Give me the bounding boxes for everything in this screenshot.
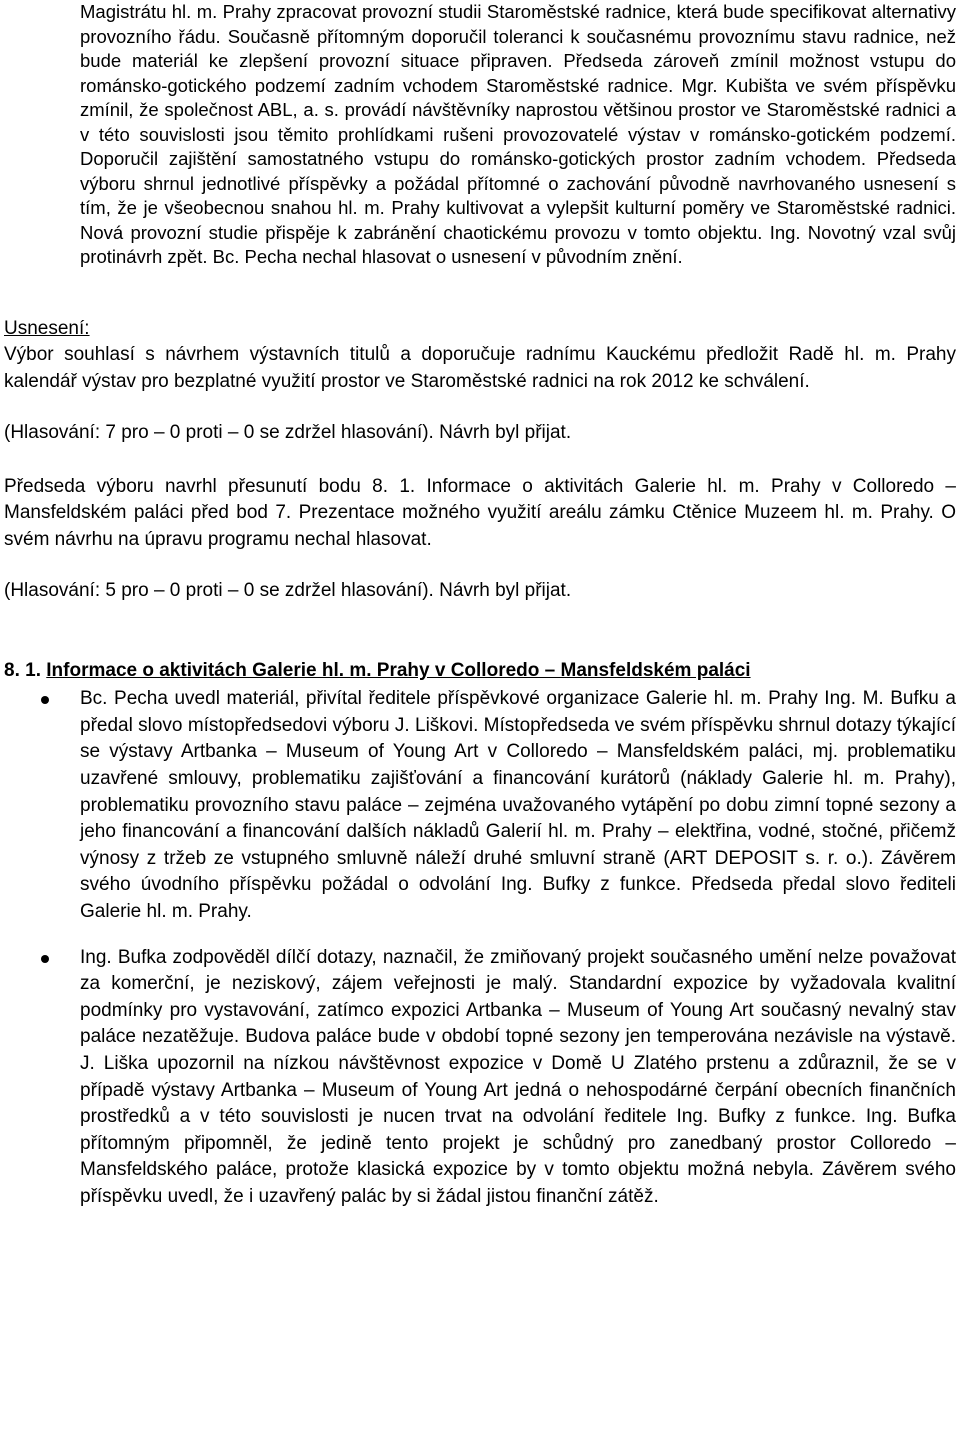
section-title: Informace o aktivitách Galerie hl. m. Prahy v Colloredo – Mansfeldském paláci: [46, 660, 751, 682]
vote-result-2: (Hlasování: 5 pro – 0 proti – 0 se zdržel hlasování). Návrh byl přijat.: [4, 579, 572, 601]
bullet-icon: [41, 955, 49, 963]
chair-proposal-paragraph: Předseda výboru navrhl přesunutí bodu 8. 1. Informace o aktivitách Galerie hl. m. Prahy v Colloredo – Mansfeldském paláci před bod 7. Prezentace možného využití areálu zámku Ctěnice Muzeem hl. m. Prahy. O svém návrhu na úpravu programu nechal hlasovat.: [4, 475, 956, 551]
bullet-text: Bc. Pecha uvedl materiál, přivítal ředitele příspěvkové organizace Galerie hl. m. Prahy Ing. M. Bufku a předal slovo místopředsedovi výboru J. Liškovi. Místopředseda ve svém příspěvku shrnul dotazy týkající se výstavy Artbanka – Museum of Young Art v Colloredo – Mansfeldském paláci, mj. problematiku uzavřené smlouvy, problematiku zajišťování a financování kurátorů (náklady Galerie hl. m. Prahy), problematiku provozního stavu paláce – zejména uvažovaného vytápění po dobu zimní topné sezony a jeho financování a financování dalších nákladů Galerií hl. m. Prahy – elektřina, vodné, stočné, přičemž výnosy z tržeb ze vstupného smluvně náleží druhé smluvní straně (ART DEPOSIT s. r. o.). Závěrem svého úvodního příspěvku požádal o odvolání Ing. Bufky z funkce. Předseda předal slovo řediteli Galerie hl. m. Prahy.: [80, 688, 956, 922]
resolution-heading-text: Usnesení:: [4, 317, 90, 339]
bullet-list: [80, 686, 956, 1210]
bullet-text: Ing. Bufka zodpověděl dílčí dotazy, naznačil, že zmiňovaný projekt současného umění nelze považovat za komerční, je neziskový, zájem veřejnosti je malý. Standardní expozice by vyžadovala kvalitní podmínky pro vystavování, zatímco expozici Artbanka – Museum of Young Art současný nevalný stav paláce nezatěžuje. Budova paláce bude v období topné sezony jen temperována nezávisle na výstavě. J. Liška upozornil na nízkou návštěvnost expozice v Domě U Zlatého prstenu a zdůraznil, že se v případě výstavy Artbanka – Museum of Young Art jedná o nehospodárné čerpání obecních finančních prostředků a v této souvislosti je nucen trvat na odvolání ředitele Ing. Bufky z funkce. Ing. Bufka přítomným připomněl, že jedině tento projekt je schůdný pro zanedbaný prostor Colloredo – Mansfeldského paláce, protože klasická expozice by v tomto objektu možná nebyla. Závěrem svého příspěvku uvedl, že i uzavřený palác by si žádal jistou finanční zátěž.: [80, 946, 956, 1207]
bullet-item: [80, 686, 956, 925]
section-number: 8. 1.: [4, 660, 41, 682]
vote-result-1: (Hlasování: 7 pro – 0 proti – 0 se zdržel hlasování). Návrh byl přijat.: [4, 422, 572, 444]
bullet-item: [80, 945, 956, 1211]
section-heading: [4, 658, 956, 684]
resolution-text: Výbor souhlasí s návrhem výstavních titulů a doporučuje radnímu Kauckému předložit Radě hl. m. Prahy kalendář výstav pro bezplatné využití prostor ve Staroměstské radnici na rok 2012 ke schválení.: [4, 344, 956, 392]
bullet-icon: [41, 696, 49, 704]
resolution-heading: [4, 316, 956, 343]
intro-paragraph: Magistrátu hl. m. Prahy zpracovat provozní studii Staroměstské radnice, která bude specifikovat alternativy provozního řádu. Současně přítomným doporučil toleranci k současnému provoznímu stavu radnice, než bude materiál ke zlepšení provozní situace připraven. Předseda zároveň zmínil možnost vstupu do románsko-gotického podzemí zadním vchodem Staroměstské radnice. Mgr. Kubišta ve svém příspěvku zmínil, že společnost ABL, a. s. provádí návštěvníky naprostou většinou prostor ve Staroměstské radnici a v této souvislosti jsou těmito prohlídkami rušeni provozovatelé výstav v románsko-gotickém podzemí. Doporučil zajištění samostatného vstupu do románsko-gotických prostor zadním vchodem. Předseda výboru shrnul jednotlivé příspěvky a požádal přítomné o zachování původně navrhovaného usnesení s tím, že je všeobecnou snahou hl. m. Prahy kultivovat a vylepšit kulturní poměry ve Staroměstské radnici. Nová provozní studie přispěje k zabránění chaotickému provozu v tomto objektu. Ing. Novotný vzal svůj protinávrh zpět. Bc. Pecha nechal hlasovat o usnesení v původním znění.: [80, 1, 956, 267]
